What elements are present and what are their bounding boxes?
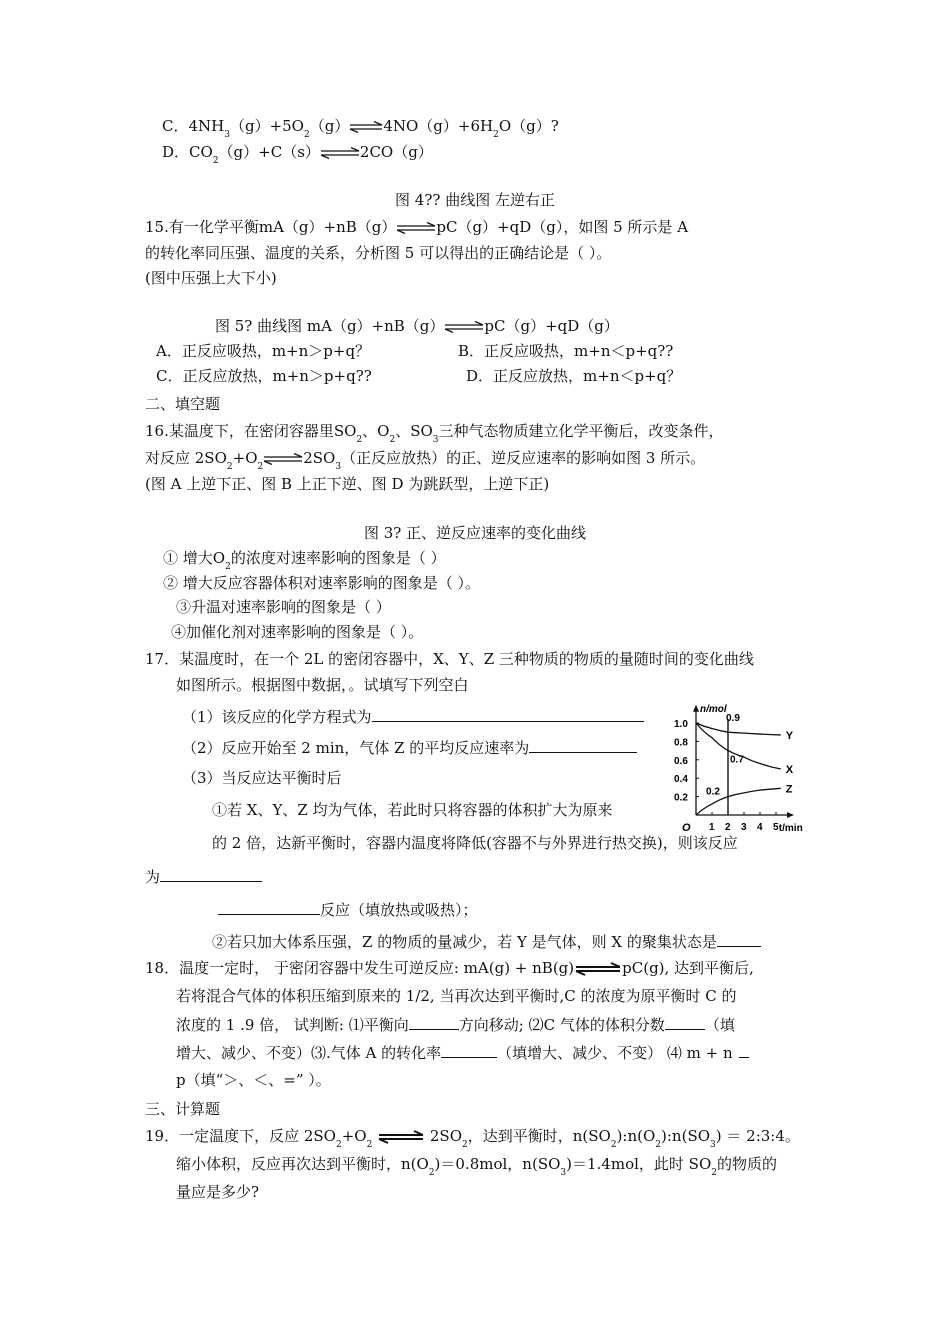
fig5-caption: 图 5? 曲线图 mA（g）+nB（g） pC（g）+qD（g） bbox=[215, 317, 619, 335]
annotation-x-value: 0.7 bbox=[730, 754, 744, 766]
q16-sub4: ④加催化剂对速率影响的图象是（ ）。 bbox=[171, 623, 424, 641]
fig3-caption: 图 3? 正、逆反应速率的变化曲线 bbox=[363, 524, 587, 542]
x-axis-label: t/min bbox=[778, 823, 803, 834]
q15-option-c: C．正反应放热，m+n＞p+q?? bbox=[156, 367, 372, 385]
equilibrium-arrow-icon bbox=[320, 147, 360, 159]
equilibrium-arrow-icon bbox=[574, 962, 622, 976]
y-axis-label: n/mol bbox=[700, 703, 727, 715]
q17-part3-4: 反应（填放热或吸热）； bbox=[218, 899, 478, 920]
series-line-y bbox=[696, 723, 781, 735]
y-tick-label: 0.6 bbox=[674, 755, 688, 767]
q17-line2: 如图所示。根据图中数据，。试填写下列空白 bbox=[176, 676, 469, 694]
q16-line2: 对反应 $2SO_2+O_2$ $2SO_3$（正反应放热）的正、逆反应速率的影响如图 3 所示。 bbox=[145, 449, 706, 472]
q15-option-a: A．正反应吸热，m+n＞p+q？ bbox=[156, 342, 371, 360]
q16-line1: 16.某温度下，在密闭容器里$SO_2$、$O_2$、$SO_3$三种气态物质建立化学平衡后，改变条件， bbox=[145, 422, 724, 445]
section-fill-in: 二、填空题 bbox=[145, 395, 221, 413]
annotation-z-value: 0.2 bbox=[706, 786, 720, 798]
q17-chart bbox=[668, 688, 828, 836]
q15-line3: (图中压强上大下小) bbox=[145, 269, 277, 287]
q19-line2: 缩小体积，反应再次达到平衡时，$n(O_2)=0.8mol$，$n(SO_3)=1.4mol$，此时 $SO_2$的物质的 bbox=[176, 1155, 777, 1178]
q18-line5: p（填“＞、＜、=” ）。 bbox=[176, 1071, 331, 1089]
y-tick-label: 1.0 bbox=[674, 719, 688, 730]
option-c: C．$4NH_3(g)+5O_2(g)$ $4NO(g)+6H_2O(g)$? bbox=[162, 117, 559, 140]
x-tick-label: 3 bbox=[741, 822, 747, 833]
answer-blank[interactable] bbox=[372, 706, 644, 722]
q16-line3: (图 A 上逆下正、图 B 上正下逆、图 D 为跳跃型，上逆下正) bbox=[145, 475, 550, 493]
q15-option-b: B．正反应吸热，m+n＜p+q?? bbox=[458, 342, 674, 360]
q18-line3: 浓度的 1 .9 倍， 试判断: ⑴平衡向 方向移动; ⑵C 气体的体积分数 （填 bbox=[176, 1016, 735, 1034]
q15-line1: 15.有一化学平衡mA（g）+nB（g） pC（g）+qD（g），如图 5 所示是 A bbox=[145, 218, 689, 236]
q17-part2: （2）反应开始至 2 min，气体 Z 的平均反应速率为 bbox=[182, 737, 637, 758]
answer-blank[interactable] bbox=[717, 931, 761, 947]
q15-line2: 的转化率同压强、温度的关系，分析图 5 可以得出的正确结论是（ ）。 bbox=[145, 244, 612, 262]
q16-sub2: ② 增大反应容器体积对速率影响的图象是（ ）。 bbox=[163, 574, 481, 592]
fig4-caption: 图 4?? 曲线图 左逆右正 bbox=[395, 191, 555, 209]
q18-line1: 18．温度一定时， 于密闭容器中发生可逆反应: mA(g) + nB(g) pC(g), 达到平衡后, bbox=[145, 959, 754, 977]
q19-line3: 量应是多少? bbox=[176, 1183, 260, 1201]
equilibrium-arrow-icon bbox=[377, 1130, 425, 1144]
q17-part3: （3）当反应达平衡时后 bbox=[182, 769, 342, 787]
q18-line2: 若将混合气体的体积压缩到原来的 1/2, 当再次达到平衡时,C 的浓度为原平衡时 C 的 bbox=[176, 987, 737, 1005]
q17-part3-5: ②若只加大体系压强，Z 的物质的量减少，若 Y 是气体，则 X 的聚集状态是 bbox=[212, 931, 761, 952]
answer-blank[interactable] bbox=[160, 866, 262, 882]
section-calculation: 三、计算题 bbox=[145, 1100, 221, 1118]
q17-part3-2: 的 2 倍，达新平衡时，容器内温度将降低(容器不与外界进行热交换)，则该反应 bbox=[212, 834, 738, 852]
answer-blank[interactable] bbox=[739, 1042, 749, 1058]
q18-line4: 增大、减少、不变）⑶.气体 A 的转化率 （填增大、减少、不变） ⑷ m + n bbox=[176, 1042, 749, 1063]
series-label-z: Z bbox=[785, 783, 793, 796]
q16-sub3: ③升温对速率影响的图象是（ ） bbox=[176, 598, 391, 616]
annotation-y-value: 0.9 bbox=[726, 713, 740, 724]
series-label-y: Y bbox=[785, 729, 794, 742]
q17-part1: （1）该反应的化学方程式为 bbox=[182, 706, 644, 727]
answer-blank[interactable] bbox=[665, 1014, 705, 1030]
answer-blank[interactable] bbox=[218, 899, 320, 915]
y-tick-label: 0.2 bbox=[674, 792, 688, 804]
origin-label: O bbox=[682, 822, 691, 834]
x-axis-arrow bbox=[787, 812, 794, 818]
answer-blank[interactable] bbox=[441, 1042, 497, 1058]
q17-part3-1: ①若 X、Y、Z 均为气体，若此时只将容器的体积扩大为原来 bbox=[212, 801, 613, 819]
q19-line1: 19．一定温度下，反应 $2SO_2+O_2$ $2SO_2$，达到平衡时，$n(SO_2):n(O_2):n(SO_3)$ ＝ 2:3:4。 bbox=[145, 1127, 800, 1150]
series-label-x: X bbox=[785, 764, 794, 776]
q17-part3-3: 为 bbox=[145, 866, 262, 887]
y-tick-label: 0.8 bbox=[674, 737, 688, 749]
option-d: D．$CO_2(g)+C(s)$ 2CO（g） bbox=[162, 143, 433, 166]
x-tick-label: 4 bbox=[757, 822, 763, 833]
equilibrium-arrow-icon bbox=[349, 121, 383, 133]
q17-line1: 17．某温度时，在一个 2L 的密闭容器中，X、Y、Z 三种物质的物质的量随时间的变化曲线 bbox=[145, 650, 754, 668]
y-tick-label: 0.4 bbox=[674, 774, 688, 786]
equilibrium-arrow-icon bbox=[396, 222, 436, 234]
answer-blank[interactable] bbox=[409, 1014, 459, 1030]
x-tick-label: 1 bbox=[709, 822, 715, 833]
x-tick-label: 2 bbox=[725, 822, 731, 833]
q16-sub1: ① 增大$O_2$的浓度对速率影响的图象是（ ） bbox=[163, 549, 446, 572]
answer-blank[interactable] bbox=[529, 737, 637, 753]
x-tick-label: 5 bbox=[773, 822, 779, 833]
equilibrium-arrow-icon bbox=[263, 453, 303, 465]
equilibrium-arrow-icon bbox=[444, 321, 484, 333]
y-axis-arrow bbox=[693, 705, 699, 712]
q15-option-d: D．正反应放热，m+n＜p+q？ bbox=[466, 367, 682, 385]
